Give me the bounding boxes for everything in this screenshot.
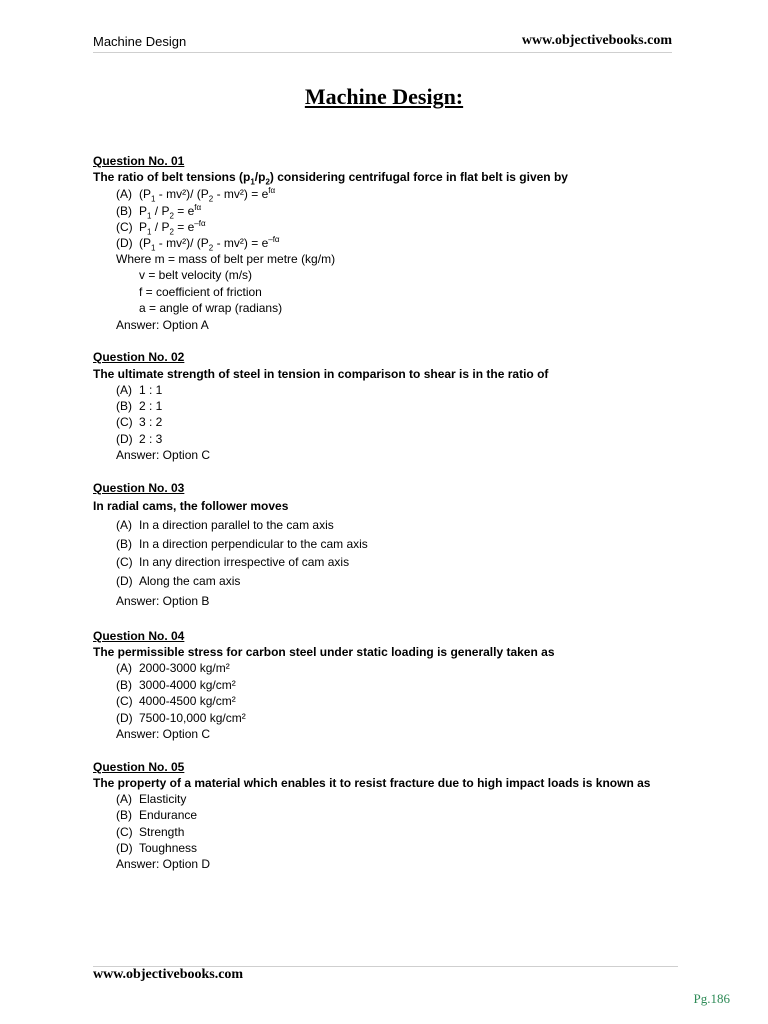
header-title: Machine Design <box>93 34 187 49</box>
header-website: www.objectivebooks.com <box>521 33 672 48</box>
question-1-where-m: Where m = mass of belt per metre (kg/m) <box>116 252 336 266</box>
question-1-option-d: (D) $(P_1 - mv^2)/$ $(P_2 - mv^2) = e^{-f\alpha}$ <box>116 235 280 253</box>
footer-website: www.objectivebooks.com <box>93 967 244 982</box>
question-3-option-a: (A) In a direction parallel to the cam axis <box>116 518 334 532</box>
page-header <box>93 32 672 53</box>
question-1-where-f: f = coefficient of friction <box>139 285 262 299</box>
question-2-option-d: (D) 2 : 3 <box>116 432 163 446</box>
question-3-answer: Answer: Option B <box>116 594 210 608</box>
page-title: Machine Design: <box>304 84 464 109</box>
question-2-option-b: (B) 2 : 1 <box>116 399 163 413</box>
question-4-text: The permissible stress for carbon steel under static loading is generally taken as <box>93 645 555 659</box>
question-4-option-d: (D) 7500-10,000 kg/cm² <box>116 711 246 725</box>
question-1-option-c: (C) $P_1 / P_2 = e^{-f\alpha}$ <box>116 219 206 237</box>
question-1-where-a: a = angle of wrap (radians) <box>139 301 283 315</box>
question-1-heading: Question No. 01 <box>93 154 185 168</box>
question-1-option-a: (A) $(P_1 - mv^2)/$ $(P_2 - mv^2) = e^{f\alpha}$ <box>116 186 276 204</box>
question-1-option-b: (B) $P_1 / P_2 = e^{f\alpha}$ <box>116 203 202 221</box>
question-2-heading: Question No. 02 <box>93 350 185 364</box>
question-5-option-a: (A) Elasticity <box>116 792 187 806</box>
question-4-option-b: (B) 3000-4000 kg/cm² <box>116 678 236 692</box>
question-3-option-c: (C) In any direction irrespective of cam axis <box>116 555 350 569</box>
question-5-heading: Question No. 05 <box>93 760 185 774</box>
question-5-option-b: (B) Endurance <box>116 808 198 822</box>
page-number: Pg.186 <box>693 991 730 1006</box>
question-1-where-v: v = belt velocity (m/s) <box>139 268 253 282</box>
question-3-heading: Question No. 03 <box>93 481 185 495</box>
question-4-heading: Question No. 04 <box>93 629 185 643</box>
question-3-text: In radial cams, the follower moves <box>93 499 289 513</box>
question-2-option-a: (A) 1 : 1 <box>116 383 163 397</box>
question-1-text: The ratio of belt tensions $(p_1/p_2)$ considering centrifugal force in flat belt is given by <box>93 170 568 187</box>
question-5-text: The property of a material which enables it to resist fracture due to high impact loads is known as <box>93 776 651 790</box>
question-2-option-c: (C) 3 : 2 <box>116 415 163 429</box>
question-4-answer: Answer: Option C <box>116 727 211 741</box>
question-5-answer: Answer: Option D <box>116 857 211 871</box>
question-3-option-d: (D) Along the cam axis <box>116 574 241 588</box>
question-1-answer: Answer: Option A <box>116 318 209 332</box>
question-4-option-c: (C) 4000-4500 kg/cm² <box>116 694 236 708</box>
question-2-text: The ultimate strength of steel in tension in comparison to shear is in the ratio of <box>93 367 549 381</box>
question-5-option-c: (C) Strength <box>116 825 185 839</box>
question-3-option-b: (B) In a direction perpendicular to the cam axis <box>116 537 368 551</box>
question-5-option-d: (D) Toughness <box>116 841 198 855</box>
question-2-answer: Answer: Option C <box>116 448 211 462</box>
question-4-option-a: (A) 2000-3000 kg/m² <box>116 661 230 675</box>
